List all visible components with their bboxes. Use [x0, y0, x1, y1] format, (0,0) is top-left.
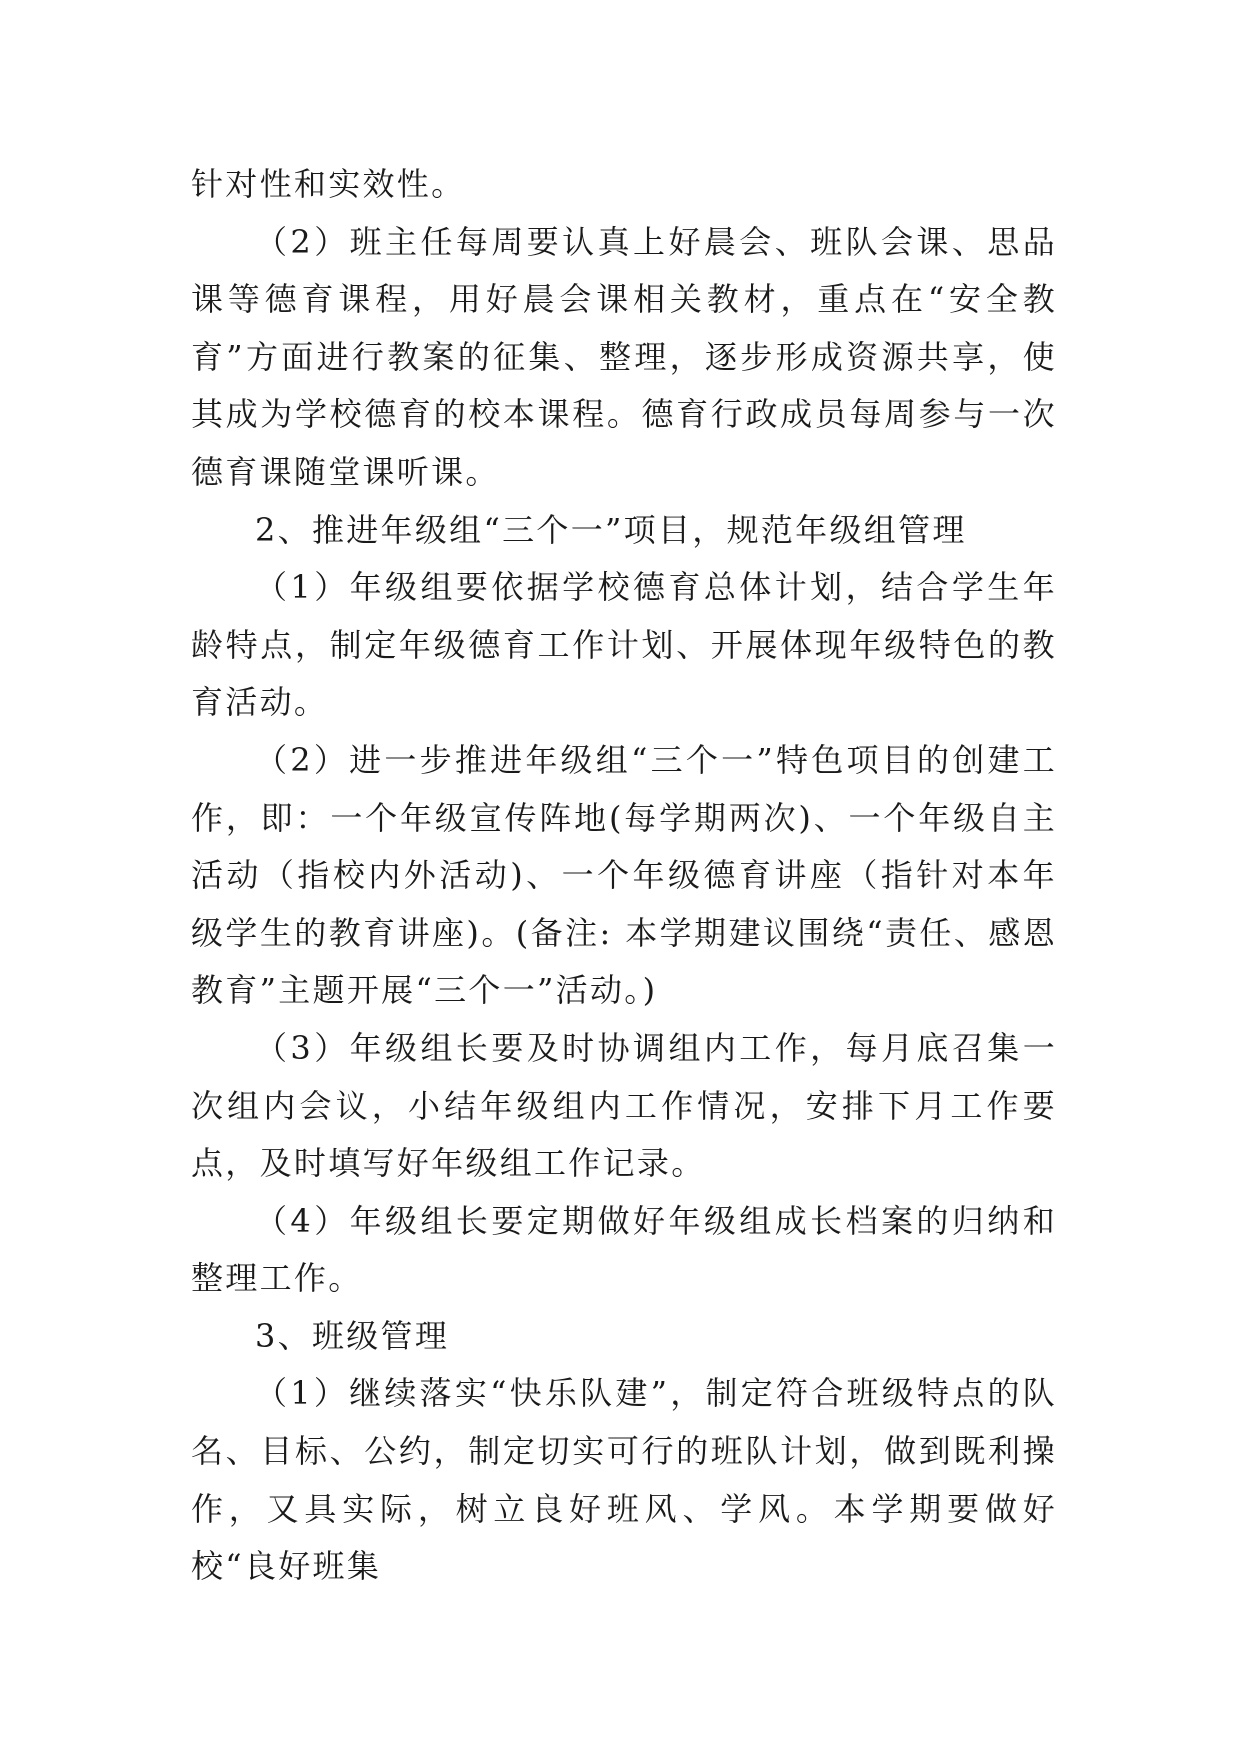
paragraph-item-2-three-ones: （2）进一步推进年级组“三个一”特色项目的创建工作，即：一个年级宣传阵地(每学期两次)、一个年级自主活动（指校内外活动)、一个年级德育讲座（指针对本年级学生的教育讲座)。(备注: 本学期建议围绕“责任、感恩教育”主题开展“三个一”活动。) — [191, 740, 1057, 1010]
paragraph-item-2-morning-meeting: （2）班主任每周要认真上好晨会、班队会课、思品课等德育课程，用好晨会课相关教材，重点在“安全教育”方面进行教案的征集、整理，逐步形成资源共享，使其成为学校德育的校本课程。德育行政成员每周参与一次德育课随堂课听课。 — [191, 222, 1057, 491]
paragraph-item-3-group-leader: （3）年级组长要及时协调组内工作，每月底召集一次组内会议，小结年级组内工作情况，安排下月工作要点，及时填写好年级组工作记录。 — [191, 1028, 1057, 1183]
section-heading-class-management: 3、班级管理 — [255, 1316, 450, 1355]
paragraph-continuation: 针对性和实效性。 — [191, 165, 466, 203]
paragraph-item-1-happy-team: （1）继续落实“快乐队建”，制定符合班级特点的队名、目标、公约，制定切实可行的班队计划，做到既利操作，又具实际，树立良好班风、学风。本学期要做好校“良好班集 — [191, 1374, 1057, 1586]
section-heading-grade-group: 2、推进年级组“三个一”项目，规范年级组管理 — [255, 510, 967, 549]
paragraph-item-1-grade-plan: （1）年级组要依据学校德育总体计划，结合学生年龄特点，制定年级德育工作计划、开展体现年级特色的教育活动。 — [191, 568, 1057, 722]
document-body — [191, 156, 1057, 1596]
paragraph-item-4-growth-archive: （4）年级组长要定期做好年级组成长档案的归纳和整理工作。 — [191, 1201, 1057, 1298]
